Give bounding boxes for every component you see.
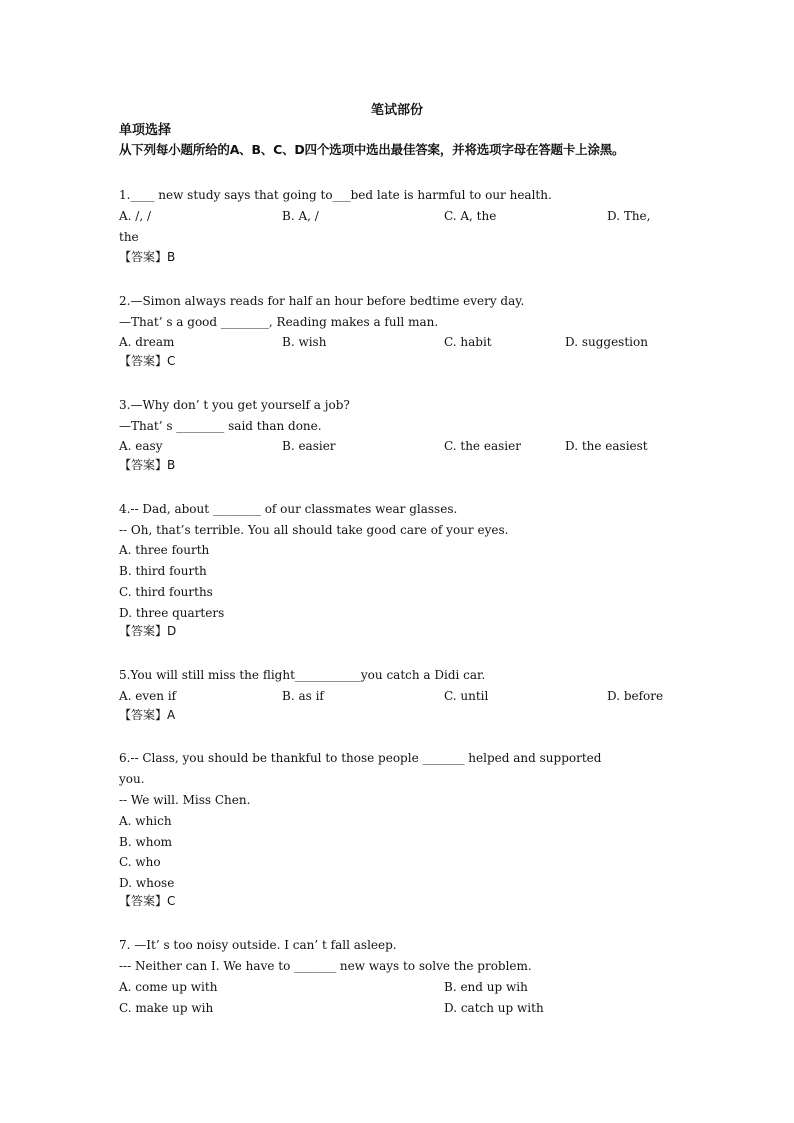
option-d: D. catch up with bbox=[444, 1001, 544, 1015]
option-a: A. come up with bbox=[119, 980, 218, 994]
answer-line: 【答案】A bbox=[119, 708, 176, 722]
question-stem: 2.—Simon always reads for half an hour before bedtime every day. bbox=[119, 294, 525, 308]
question-stem: 7. —It’ s too noisy outside. I can’ t fall asleep. bbox=[119, 938, 397, 952]
section-heading: 单项选择 bbox=[119, 123, 172, 138]
question-stem: 5.You will still miss the flight___________you catch a Didi car. bbox=[119, 668, 486, 682]
option-b: B. A, / bbox=[282, 209, 319, 223]
option-a: A. easy bbox=[119, 439, 163, 453]
question-stem: 4.-- Dad, about ________ of our classmates wear glasses. bbox=[119, 502, 458, 516]
option-c: C. the easier bbox=[444, 439, 521, 453]
option-b: B. end up wih bbox=[444, 980, 528, 994]
option-c: C. make up wih bbox=[119, 1001, 214, 1015]
page-title: 笔试部份 bbox=[370, 103, 423, 118]
answer-line: 【答案】B bbox=[119, 250, 176, 264]
option-a: A. even if bbox=[119, 689, 177, 703]
option-a: A. which bbox=[119, 814, 172, 828]
option-b: B. third fourth bbox=[119, 564, 207, 578]
question-stem: -- We will. Miss Chen. bbox=[119, 793, 251, 807]
question-stem: 6.-- Class, you should be thankful to those people _______ helped and supported bbox=[119, 751, 602, 765]
option-b: B. wish bbox=[282, 335, 327, 349]
option-c: C. until bbox=[444, 689, 489, 703]
question-stem: —That’ s a good ________, Reading makes a full man. bbox=[119, 315, 439, 329]
option-d: D. whose bbox=[119, 876, 175, 890]
question-stem: -- Oh, that’s terrible. You all should take good care of your eyes. bbox=[119, 523, 509, 537]
option-b: B. as if bbox=[282, 689, 324, 703]
option-d: D. The, bbox=[607, 209, 651, 223]
answer-line: 【答案】B bbox=[119, 458, 176, 472]
answer-line: 【答案】D bbox=[119, 624, 177, 638]
option-a: A. /, / bbox=[119, 209, 152, 223]
question-stem: you. bbox=[119, 772, 145, 786]
option-d: D. suggestion bbox=[565, 335, 648, 349]
question-stem: 1.____ new study says that going to___bed late is harmful to our health. bbox=[119, 188, 552, 202]
option-c: C. third fourths bbox=[119, 585, 213, 599]
option-c: C. A, the bbox=[444, 209, 497, 223]
answer-line: 【答案】C bbox=[119, 354, 176, 368]
option-d: D. before bbox=[607, 689, 664, 703]
option-a: A. three fourth bbox=[119, 543, 210, 557]
option-b: B. easier bbox=[282, 439, 336, 453]
option-b: B. whom bbox=[119, 835, 173, 849]
section-instruction: 从下列每小题所给的A、B、C、D四个选项中选出最佳答案，并将选项字母在答题卡上涂黑。 bbox=[119, 142, 625, 157]
option-d: D. three quarters bbox=[119, 606, 225, 620]
option-a: A. dream bbox=[119, 335, 175, 349]
option-c: C. who bbox=[119, 855, 161, 869]
option-c: C. habit bbox=[444, 335, 492, 349]
answer-line: 【答案】C bbox=[119, 894, 176, 908]
question-stem: 3.—Why don’ t you get yourself a job? bbox=[119, 398, 350, 412]
option-d-wrap: the bbox=[119, 230, 139, 244]
question-stem: —That’ s ________ said than done. bbox=[119, 419, 322, 433]
option-d: D. the easiest bbox=[565, 439, 648, 453]
question-stem: --- Neither can I. We have to _______ new ways to solve the problem. bbox=[119, 959, 532, 973]
